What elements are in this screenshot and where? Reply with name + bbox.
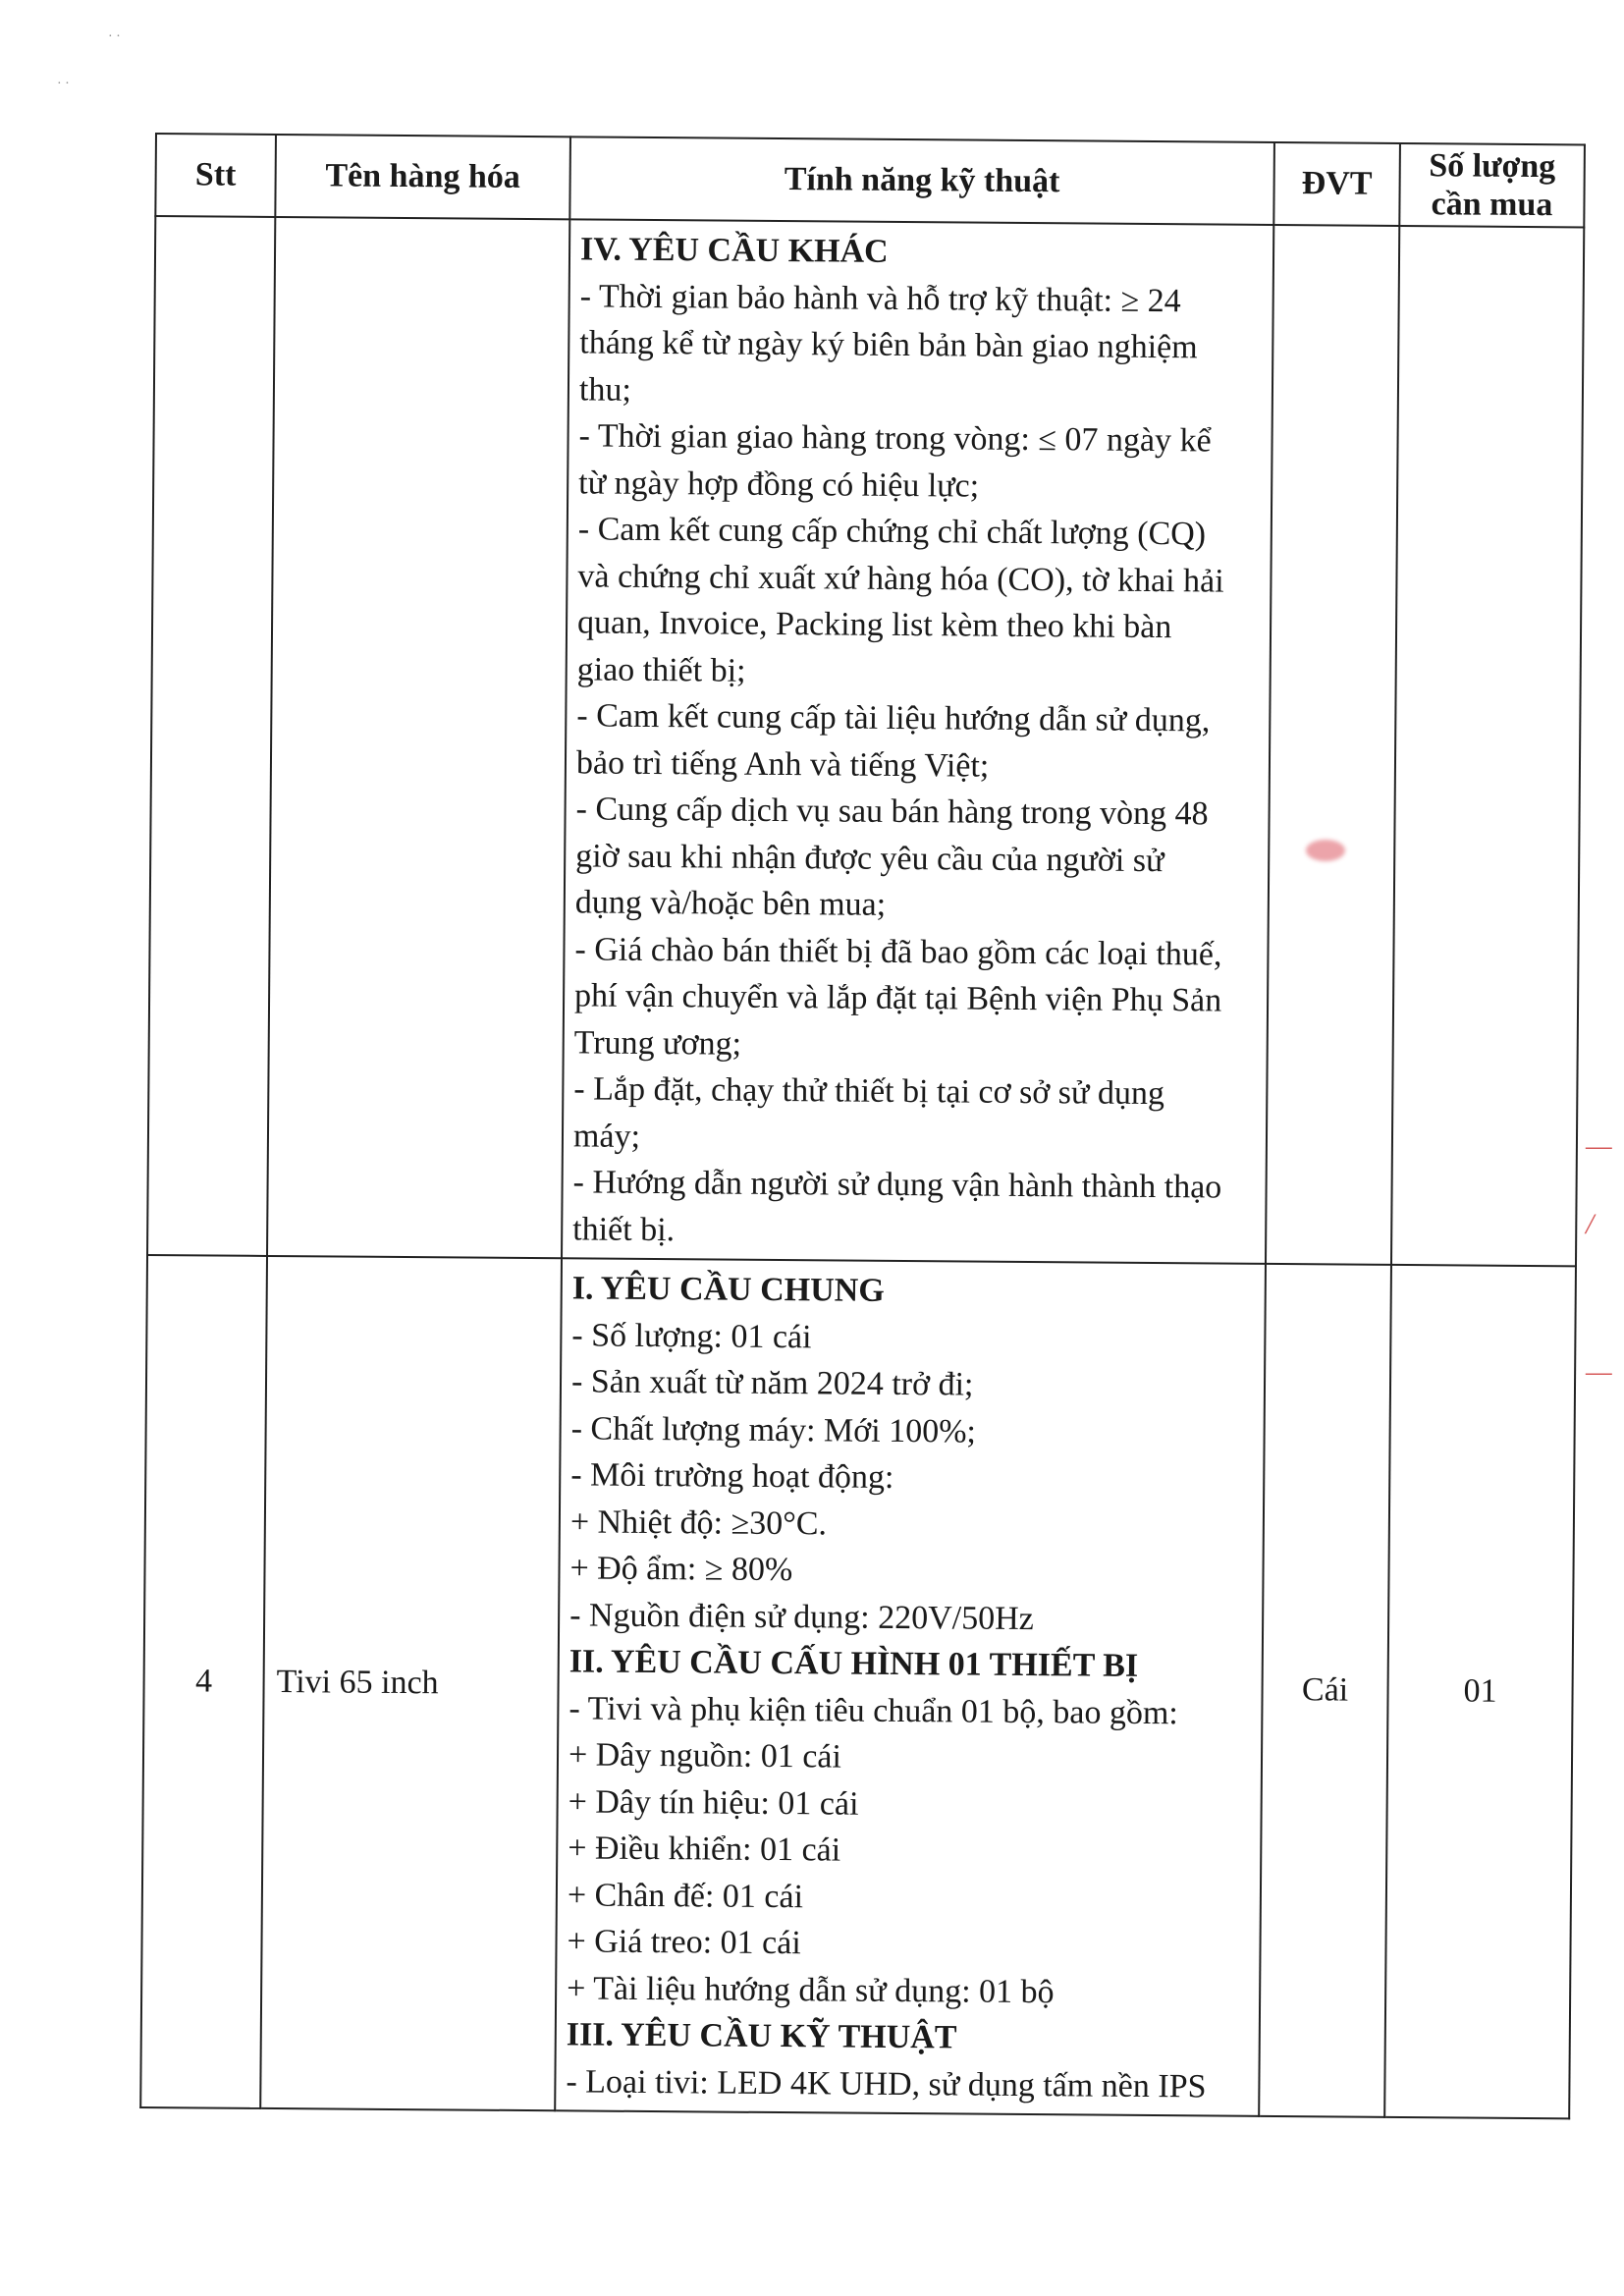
spec-line: giờ sau khi nhận được yêu cầu của người sử [575, 837, 1164, 879]
spec-line: - Chất lượng máy: Mới 100%; [570, 1409, 977, 1450]
spec-line: + Điều khiển: 01 cái [568, 1830, 841, 1869]
spec-line: từ ngày hợp đồng có hiệu lực; [578, 464, 980, 505]
spec-line: - Tivi và phụ kiện tiêu chuẩn 01 bộ, bao gồm: [568, 1689, 1178, 1731]
cell-stt [147, 216, 275, 1256]
spec-line: - Thời gian bảo hành và hỗ trợ kỹ thuật: ≥ 24 [579, 277, 1181, 319]
spec-line: + Chân đế: 01 cái [567, 1876, 804, 1915]
spec-line: phí vận chuyển và lắp đặt tại Bệnh viện Phụ Sản [573, 977, 1222, 1019]
spec-section-heading: I. YÊU CẦU CHUNG [571, 1270, 885, 1309]
spec-line: máy; [572, 1117, 641, 1155]
header-stt: Stt [155, 134, 276, 217]
table-header-row [155, 134, 1585, 227]
header-quantity-line2: cần mua [1431, 186, 1553, 224]
spec-line: + Giá treo: 01 cái [567, 1923, 801, 1962]
cell-stt: 4 [140, 1255, 267, 2108]
spec-line: - Thời gian giao hàng trong vòng: ≤ 07 ngày kể [578, 417, 1212, 460]
spec-line: - Giá chào bán thiết bị đã bao gồm các loại thuế, [574, 930, 1222, 973]
spec-line: và chứng chỉ xuất xứ hàng hóa (CO), tờ khai hải [577, 557, 1224, 600]
header-quantity-line1: Số lượng [1429, 147, 1556, 186]
spec-line: quan, Invoice, Packing list kèm theo khi bàn [576, 604, 1172, 646]
spec-line: - Cam kết cung cấp chứng chỉ chất lượng (CQ) [577, 511, 1207, 553]
table-row-tivi [140, 1255, 1576, 2118]
spec-line: - Lắp đặt, chạy thử thiết bị tại cơ sở sử dụng [573, 1070, 1165, 1113]
spec-line: - Cung cấp dịch vụ sau bán hàng trong vòng 48 [575, 791, 1209, 833]
spec-line: - Hướng dẫn người sử dụng vận hành thành thạo [572, 1164, 1222, 1206]
header-product-name: Tên hàng hóa [275, 135, 570, 219]
ink-smudge [1306, 840, 1345, 861]
spec-line: + Dây nguồn: 01 cái [568, 1736, 842, 1776]
cell-quantity [1391, 226, 1584, 1266]
spec-line: + Tài liệu hướng dẫn sử dụng: 01 bộ [567, 1969, 1055, 2010]
spec-section-heading: II. YÊU CẦU CẤU HÌNH 01 THIẾT BỊ [568, 1643, 1139, 1684]
header-unit: ĐVT [1273, 142, 1400, 226]
scan-speck: · · [108, 29, 121, 44]
spec-line: Trung ương; [573, 1023, 742, 1063]
spec-line: giao thiết bị; [576, 650, 746, 689]
cell-product-name: Tivi 65 inch [260, 1256, 562, 2110]
spec-line: + Độ ẩm: ≥ 80% [569, 1550, 793, 1589]
spec-line: bảo trì tiếng Anh và tiếng Việt; [575, 743, 990, 785]
header-quantity [1399, 143, 1585, 227]
specification-table [139, 133, 1586, 2119]
table-row-continued [147, 216, 1584, 1266]
spec-line: dụng và/hoặc bên mua; [574, 884, 887, 923]
stamp-fragment: / [1586, 1208, 1595, 1240]
spec-line: - Loại tivi: LED 4K UHD, sử dụng tấm nền IPS [566, 2062, 1207, 2105]
spec-line: + Dây tín hiệu: 01 cái [568, 1782, 859, 1823]
spec-line: - Môi trường hoạt động: [570, 1456, 894, 1496]
spec-line: + Nhiệt độ: ≥30°C. [569, 1503, 828, 1542]
cell-product-name [267, 217, 569, 1258]
cell-unit: Cái [1259, 1264, 1391, 2117]
spec-line: - Nguồn điện sử dụng: 220V/50Hz [569, 1596, 1034, 1637]
spec-line: - Cam kết cung cấp tài liệu hướng dẫn sử dụng, [576, 697, 1211, 739]
cell-unit [1266, 225, 1399, 1265]
spec-section-heading: IV. YÊU CẦU KHÁC [579, 231, 889, 270]
scan-speck: · · [57, 77, 70, 91]
specs-list [556, 1259, 1265, 2115]
stamp-fragment: — [1586, 1129, 1612, 1162]
header-technical-specs: Tính năng kỹ thuật [569, 137, 1274, 225]
spec-section-heading: III. YÊU CẦU KỸ THUẬT [566, 2016, 957, 2056]
spec-line: tháng kể từ ngày ký biên bản bàn giao nghiệm [579, 324, 1198, 366]
spec-line: - Sản xuất từ năm 2024 trở đi; [570, 1363, 974, 1403]
spec-line: - Số lượng: 01 cái [571, 1316, 812, 1355]
specs-list [563, 220, 1272, 1263]
spec-line: thu; [578, 370, 632, 409]
spec-line: thiết bị. [572, 1210, 676, 1248]
cell-technical-specs [555, 1258, 1266, 2116]
stamp-fragment: — [1586, 1355, 1612, 1388]
cell-quantity: 01 [1384, 1265, 1576, 2118]
cell-technical-specs [562, 219, 1273, 1264]
